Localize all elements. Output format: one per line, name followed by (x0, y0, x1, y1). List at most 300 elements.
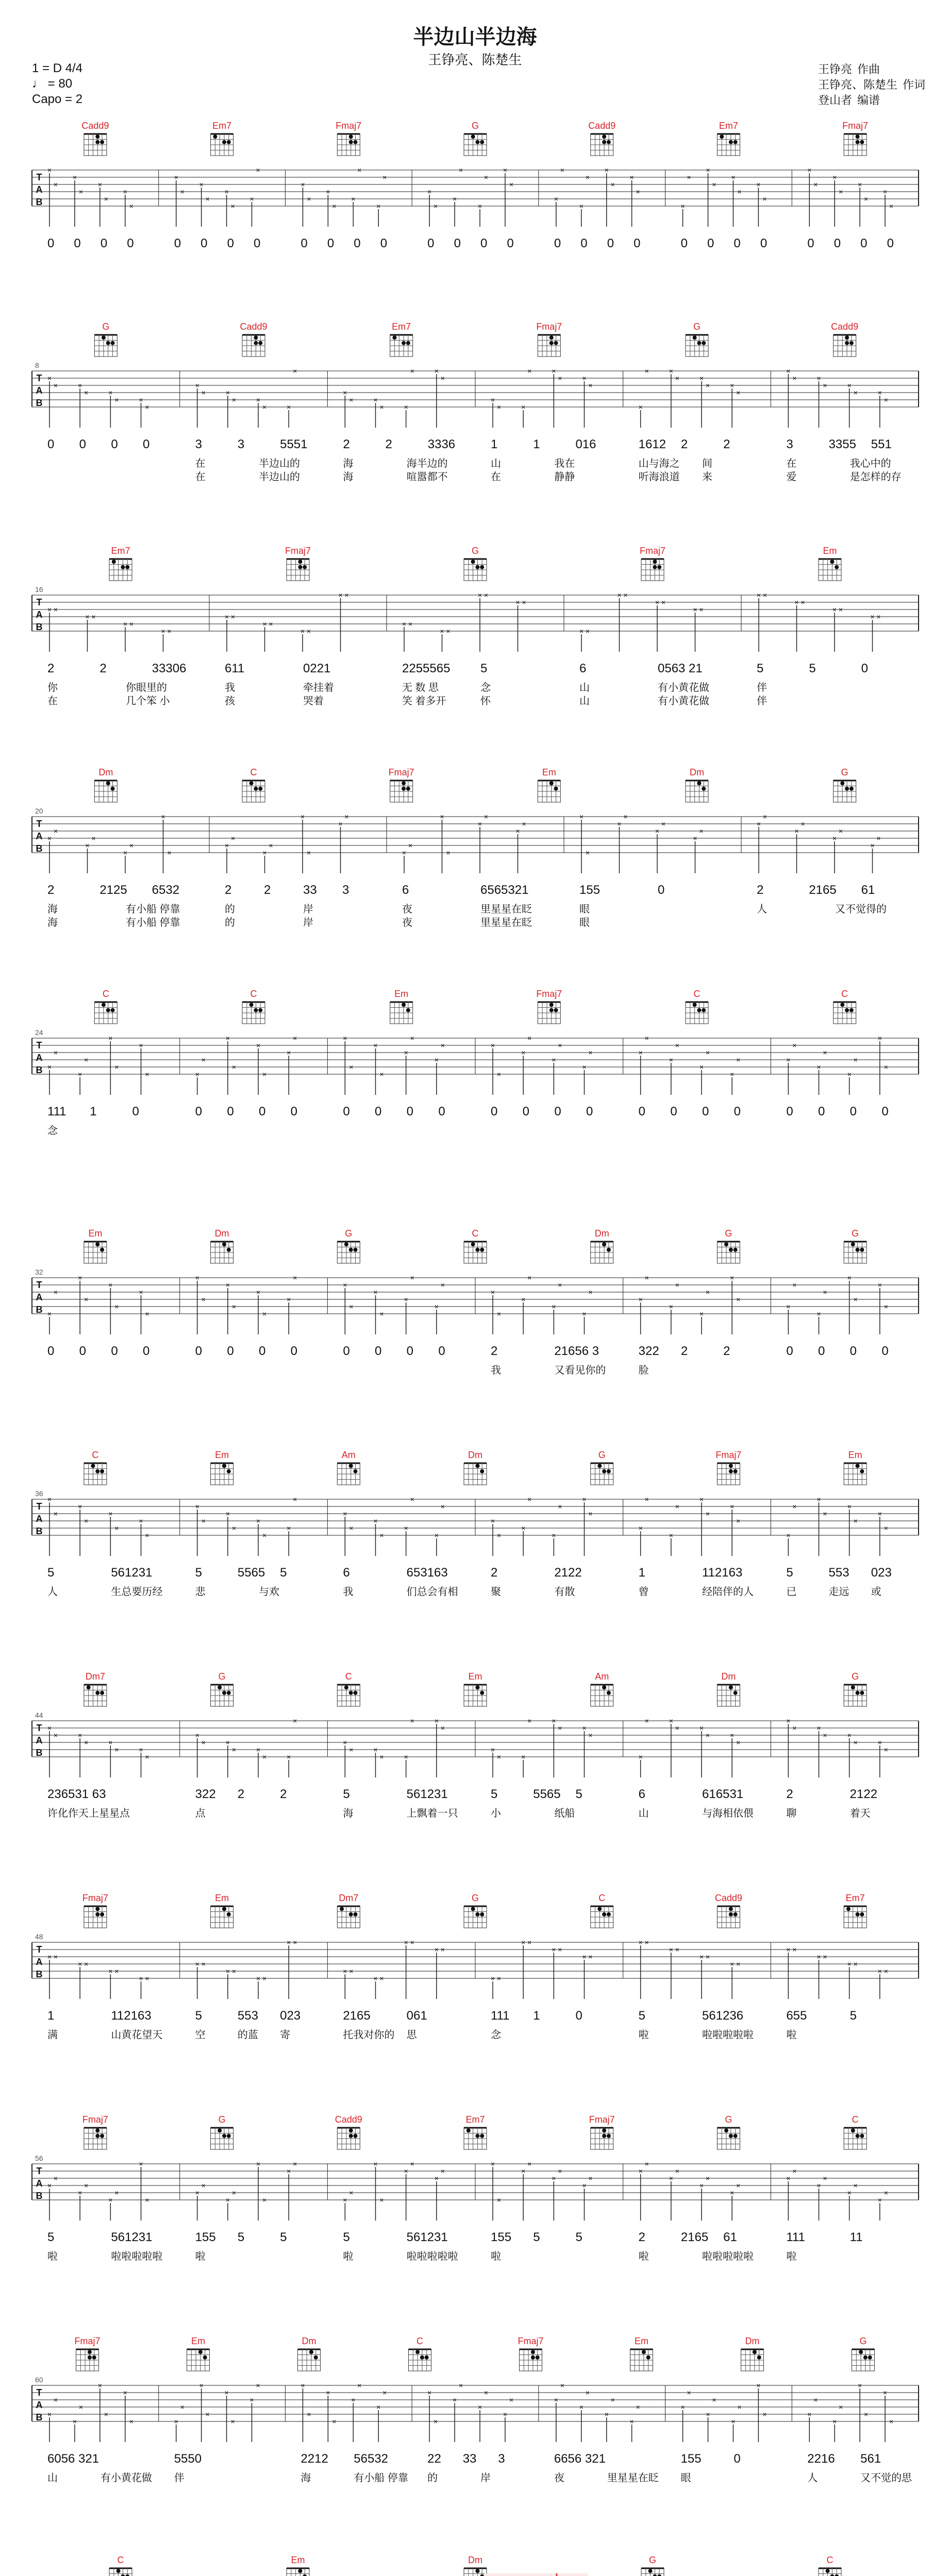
fret-mark: × (231, 396, 236, 404)
chord-name: Em (394, 989, 409, 999)
lyric-text: 海 (343, 471, 354, 483)
fret-mark: × (225, 1738, 230, 1747)
chord-name: Fmaj7 (336, 121, 362, 131)
fret-mark: × (847, 1960, 852, 1968)
fret-mark: × (675, 1502, 679, 1511)
fret-mark: × (287, 1295, 291, 1303)
numbered-note: 56532 (354, 2452, 389, 2466)
fret-mark: × (877, 1738, 882, 1747)
fret-mark: × (527, 1034, 532, 1042)
chord-dot (868, 2355, 872, 2360)
tab-system (32, 1450, 919, 1598)
numbered-note: 0 (607, 236, 614, 250)
fret-mark: × (262, 1310, 267, 1318)
chord-dot (222, 2134, 226, 2138)
fret-mark: × (884, 1302, 888, 1311)
numbered-note: 5 (237, 2230, 245, 2244)
fret-mark: × (53, 1731, 58, 1739)
fret-mark: × (139, 1974, 143, 1982)
lyric-text: 啦 (638, 2029, 649, 2041)
fret-mark: × (85, 613, 90, 621)
chord-diagram (630, 2336, 653, 2371)
chord-dot (100, 2134, 104, 2138)
chord-dot (554, 341, 558, 345)
fret-mark: × (794, 598, 799, 606)
fret-mark: × (858, 180, 862, 189)
chord-dot (856, 140, 860, 144)
fret-mark: × (496, 1753, 502, 1761)
fret-mark: × (762, 591, 768, 599)
chord-dot (724, 2128, 728, 2132)
fret-mark: × (53, 2396, 58, 2404)
fret-mark: × (78, 2403, 84, 2411)
fret-mark: × (201, 2181, 206, 2190)
numbered-note: 0 (734, 236, 741, 250)
lyric-text: 岸 (303, 917, 313, 928)
fret-mark: × (705, 1288, 710, 1296)
chord-name: G (725, 2114, 732, 2125)
chord-name: G (693, 321, 701, 332)
chord-dot (602, 1242, 606, 1246)
fret-mark: × (108, 1281, 113, 1289)
numbered-note: 0 (354, 236, 361, 250)
fret-mark: × (554, 2396, 558, 2404)
chord-diagram (844, 1450, 866, 1485)
numbered-note: 1 (533, 437, 540, 451)
lyric-text: 在 (195, 471, 206, 483)
fret-mark: × (669, 1531, 673, 1539)
fret-mark: × (644, 1274, 649, 1282)
fret-mark: × (813, 180, 818, 189)
fret-mark: × (84, 1738, 89, 1747)
fret-mark: × (636, 2403, 640, 2411)
chord-name: Fmaj7 (589, 2114, 615, 2125)
fret-mark: × (373, 1974, 378, 1982)
fret-mark: × (404, 1048, 408, 1057)
fret-mark: × (108, 1034, 113, 1042)
numbered-note: 2 (491, 1344, 498, 1358)
chord-dot (602, 1685, 606, 1689)
tab-clef-letter: B (36, 1526, 43, 1536)
fret-mark: × (552, 1056, 556, 1064)
lyric-text: 在 (195, 458, 206, 469)
numbered-note: 5 (280, 1566, 287, 1580)
fret-mark: × (496, 1974, 502, 1982)
fret-mark: × (792, 2167, 797, 2175)
fret-mark: × (737, 2403, 742, 2411)
fret-mark: × (638, 2167, 643, 2175)
lyric-text: 的 (427, 2472, 438, 2484)
fret-mark: × (256, 1745, 261, 1754)
fret-mark: × (521, 1753, 526, 1761)
fret-mark: × (225, 1034, 230, 1042)
fret-mark: × (730, 1070, 735, 1078)
fret-mark: × (699, 1063, 704, 1071)
lyric-text: 念 (491, 2029, 501, 2041)
fret-mark: × (225, 1510, 230, 1518)
fret-mark: × (807, 2410, 812, 2418)
numbered-note: 2 (225, 883, 232, 897)
fret-mark: × (687, 2388, 691, 2397)
fret-mark: × (78, 188, 84, 196)
numbered-note: 561236 (702, 2009, 744, 2023)
chord-name: C (693, 989, 701, 999)
lyric-text: 啦啦啦啦啦 (702, 2029, 754, 2041)
fret-mark: × (731, 173, 736, 181)
numbered-note: 2 (491, 1566, 498, 1580)
lyric-text: 念 (480, 682, 491, 693)
chord-dot (729, 1469, 733, 1473)
fret-mark: × (585, 849, 590, 857)
numbered-note: 0 (227, 1105, 234, 1118)
fret-mark: × (521, 1938, 526, 1946)
chord-diagram (717, 2114, 740, 2149)
numbered-note: 5 (849, 2009, 857, 2023)
fret-mark: × (458, 2381, 463, 2389)
chord-dot (100, 1248, 104, 1252)
tab-clef-letter: T (36, 172, 42, 182)
fret-mark: × (104, 195, 108, 203)
numbered-note: 0 (143, 1344, 150, 1358)
chord-diagram (591, 1893, 613, 1928)
lyric-text: 我 (491, 1365, 501, 1376)
numbered-note: 2255565 (402, 662, 451, 675)
tab-clef-letter: A (36, 1514, 43, 1524)
lyric-text: 岸 (480, 2472, 491, 2484)
fret-mark: × (230, 2417, 235, 2426)
chord-dot (254, 341, 258, 345)
numbered-note: 0 (734, 2452, 741, 2466)
chord-dot (222, 140, 226, 144)
fret-mark: × (91, 613, 96, 621)
tab-system (32, 1671, 919, 1819)
fret-mark: × (638, 1295, 643, 1303)
numbered-note: 5 (280, 2230, 287, 2244)
chord-dot (95, 2128, 99, 2132)
fret-mark: × (249, 195, 254, 203)
lyric-text: 啦 (343, 2251, 354, 2262)
numbered-note: 5 (47, 1566, 55, 1580)
tab-clef-letter: T (36, 1280, 42, 1290)
numbered-note: 061 (406, 2009, 427, 2023)
numbered-note: 5 (195, 2009, 203, 2023)
chord-name: G (471, 121, 479, 131)
chord-name: Em (468, 1671, 482, 1682)
fret-mark: × (53, 1953, 58, 1961)
fret-mark: × (527, 1495, 532, 1503)
fret-mark: × (205, 2410, 210, 2418)
chord-dot (353, 140, 357, 144)
chord-dot (549, 1003, 554, 1007)
numbered-note: 0 (406, 1105, 414, 1118)
fret-mark: × (114, 1967, 119, 1975)
chord-name: Cadd9 (831, 321, 859, 332)
credit-role: 作曲 (857, 63, 880, 76)
numbered-note: 2 (385, 437, 392, 451)
chord-dot (549, 335, 554, 340)
fret-mark: × (78, 1070, 82, 1078)
numbered-note: 023 (280, 2009, 301, 2023)
lyric-text: 喧嚣都不 (406, 471, 448, 483)
chord-dot (602, 2128, 606, 2132)
chord-name: Cadd9 (335, 2114, 362, 2125)
numbered-note: 0 (195, 1105, 203, 1118)
chord-diagram (298, 2336, 321, 2371)
fret-mark: × (97, 180, 102, 189)
chord-dot (860, 1248, 864, 1252)
fret-mark: × (199, 2381, 204, 2389)
fret-mark: × (816, 1063, 821, 1071)
fret-mark: × (201, 1056, 206, 1064)
fret-mark: × (343, 1034, 347, 1042)
chord-dot (218, 1685, 222, 1689)
chord-name: G (725, 1228, 732, 1239)
fret-mark: × (503, 166, 508, 174)
fret-mark: × (452, 195, 457, 203)
fret-mark: × (792, 1041, 797, 1049)
fret-mark: × (509, 180, 514, 189)
chord-dot (729, 140, 733, 144)
chord-diagram (686, 321, 708, 357)
lyric-text: 海 (47, 917, 58, 928)
chord-dot (258, 1008, 262, 1012)
numbered-note: 0 (132, 1105, 139, 1118)
fret-mark: × (644, 1034, 649, 1042)
fret-mark: × (847, 1274, 852, 1282)
fret-mark: × (521, 1295, 526, 1303)
lyric-text: 纸船 (554, 1808, 575, 1819)
fret-mark: × (78, 381, 82, 389)
fret-mark: × (477, 2403, 482, 2411)
chord-dot (420, 2355, 424, 2360)
lyric-text: 哭着 (303, 696, 324, 707)
tab-system (32, 1228, 919, 1376)
fret-mark: × (376, 202, 381, 210)
fret-mark: × (838, 827, 843, 835)
tab-clef-letter: T (36, 1040, 42, 1050)
tab-clef-letter: T (36, 2166, 42, 2176)
fret-mark: × (816, 374, 821, 382)
chord-name: Em (635, 2336, 648, 2346)
fret-mark: × (326, 188, 330, 196)
fret-mark: × (882, 2388, 888, 2397)
fret-mark: × (786, 1056, 791, 1064)
fret-mark: × (402, 849, 407, 857)
numbered-note: 1 (90, 1105, 97, 1118)
chord-diagram (211, 1671, 234, 1706)
lyric-text: 啦啦啦啦啦 (406, 2251, 458, 2262)
numbered-note: 5565 (237, 1566, 265, 1580)
fret-mark: × (477, 202, 482, 210)
chord-dot (549, 781, 554, 785)
numbered-note: 561231 (406, 1787, 448, 1801)
numbered-note: 0 (47, 437, 55, 451)
chord-diagram (74, 2336, 100, 2371)
fret-mark: × (801, 820, 805, 828)
chord-name: Dm (214, 1228, 229, 1239)
tab-system (32, 321, 919, 483)
fret-mark: × (349, 1745, 354, 1754)
numbered-note: 3 (195, 437, 203, 451)
numbered-note: 0 (634, 236, 641, 250)
chord-dot (353, 1248, 357, 1252)
fret-mark: × (180, 188, 185, 196)
chord-dot (860, 1912, 864, 1917)
lyric-text: 眼 (579, 917, 590, 928)
fret-mark: × (373, 2160, 378, 2168)
fret-mark: × (832, 2417, 837, 2426)
fret-mark: × (877, 1281, 882, 1289)
lyric-text: 是怎样的存 (849, 471, 902, 483)
numbered-note: 5 (480, 662, 488, 675)
fret-mark: × (736, 2181, 741, 2190)
chord-dot (111, 341, 115, 345)
chord-dot (720, 134, 724, 139)
numbered-note: 2122 (849, 1787, 878, 1801)
fret-mark: × (579, 2403, 584, 2411)
chord-dot (693, 1003, 697, 1007)
fret-mark: × (351, 2396, 356, 2404)
fret-mark: × (262, 1974, 267, 1982)
chord-dot (112, 560, 116, 564)
fret-mark: × (786, 1945, 791, 1954)
chord-dot (554, 1008, 558, 1012)
tab-clef-letter: A (36, 1957, 43, 1967)
chord-diagram (84, 1671, 107, 1706)
fret-mark: × (408, 841, 413, 850)
lyric-text: 又不觉的思 (860, 2472, 912, 2484)
lyric-text: 间 (702, 458, 712, 469)
fret-mark: × (104, 2410, 108, 2418)
lyric-text: 聊 (786, 1808, 797, 1819)
fret-mark: × (382, 173, 387, 181)
fret-mark: × (408, 620, 413, 628)
fret-mark: × (644, 1717, 649, 1725)
chord-diagram (390, 321, 413, 357)
fret-mark: × (262, 2196, 267, 2204)
numbered-note: 0 (301, 236, 308, 250)
fret-mark: × (231, 2189, 236, 2197)
chord-diagram (82, 2114, 108, 2149)
fret-mark: × (675, 2167, 679, 2175)
numbered-note: 0 (259, 1344, 266, 1358)
numbered-note: 6 (579, 662, 587, 675)
fret-mark: × (762, 812, 768, 821)
fret-mark: × (373, 396, 378, 404)
fret-mark: × (699, 1724, 704, 1732)
chord-name: Fmaj7 (82, 2114, 108, 2125)
numbered-note: 2 (280, 1787, 287, 1801)
fret-mark: × (730, 2189, 735, 2197)
chord-dot (353, 2134, 357, 2138)
fret-mark: × (623, 591, 628, 599)
lyric-text: 有小黄花做 (100, 2472, 152, 2484)
fret-mark: × (379, 1974, 384, 1982)
fret-mark: × (410, 1938, 414, 1946)
numbered-note: 616531 (702, 1787, 744, 1801)
chord-diagram (464, 546, 487, 581)
fret-mark: × (195, 381, 199, 389)
fret-mark: × (484, 173, 489, 181)
fret-mark: × (762, 195, 767, 203)
tab-clef-letter: B (36, 2191, 43, 2201)
chord-dot (353, 1912, 357, 1917)
fret-mark: × (84, 1517, 89, 1525)
chord-dot (249, 781, 254, 785)
chord-name: Em (191, 2336, 205, 2346)
fret-mark: × (552, 2174, 556, 2182)
numbered-note: 322 (638, 1344, 659, 1358)
chord-diagram (84, 1450, 107, 1485)
lyric-text: 听海浪道 (638, 471, 680, 483)
fret-mark: × (876, 613, 881, 621)
chord-dot (860, 1691, 864, 1695)
tab-system (32, 767, 919, 928)
chord-dot (729, 1248, 733, 1252)
chord-diagram (831, 321, 858, 357)
lyric-text: 的 (225, 917, 235, 928)
fret-mark: × (527, 1717, 532, 1725)
fret-mark: × (699, 1495, 704, 1503)
fret-mark: × (736, 388, 741, 397)
tab-system (32, 546, 919, 707)
chord-dot (480, 565, 484, 569)
chord-dot (531, 2355, 535, 2360)
fret-mark: × (47, 605, 52, 614)
fret-mark: × (558, 1041, 562, 1049)
numbered-note: 2 (237, 1787, 245, 1801)
tab-clef-letter: T (36, 373, 42, 383)
chord-dot (258, 341, 262, 345)
tab-clef-letter: T (36, 2387, 42, 2398)
chord-dot (121, 565, 125, 569)
fret-mark: × (823, 1953, 827, 1961)
lyric-text: 我在 (554, 458, 575, 469)
fret-mark: × (558, 374, 562, 382)
chord-diagram (82, 1893, 108, 1928)
fret-mark: × (47, 1310, 52, 1318)
chord-dot (697, 781, 701, 785)
fret-mark: × (373, 1517, 378, 1525)
lyric-text: 聚 (491, 1586, 501, 1598)
fret-mark: × (484, 2388, 489, 2397)
fret-mark: × (332, 202, 337, 210)
fret-mark: × (638, 1938, 643, 1946)
fret-mark: × (675, 1041, 679, 1049)
fret-mark: × (629, 2417, 634, 2426)
chord-diagram (741, 2336, 764, 2371)
chord-name: G (852, 1671, 859, 1682)
chord-dot (607, 1248, 611, 1252)
fret-mark: × (434, 1531, 439, 1539)
fret-mark: × (262, 620, 267, 628)
chord-diagram (464, 1228, 487, 1263)
fret-mark: × (582, 2181, 587, 2190)
chord-dot (830, 560, 834, 564)
fret-mark: × (78, 1731, 82, 1739)
fret-mark: × (558, 1945, 562, 1954)
numbered-note: 0 (554, 236, 561, 250)
numbered-note: 6 (402, 883, 409, 897)
tab-clef-letter: T (36, 1501, 42, 1512)
fret-mark: × (440, 2167, 445, 2175)
chord-dot (845, 787, 849, 791)
fret-mark: × (509, 2396, 514, 2404)
fret-mark: × (552, 1531, 556, 1539)
fret-mark: × (582, 1495, 587, 1503)
chord-dot (729, 1464, 733, 1468)
chord-name: G (218, 1671, 226, 1682)
